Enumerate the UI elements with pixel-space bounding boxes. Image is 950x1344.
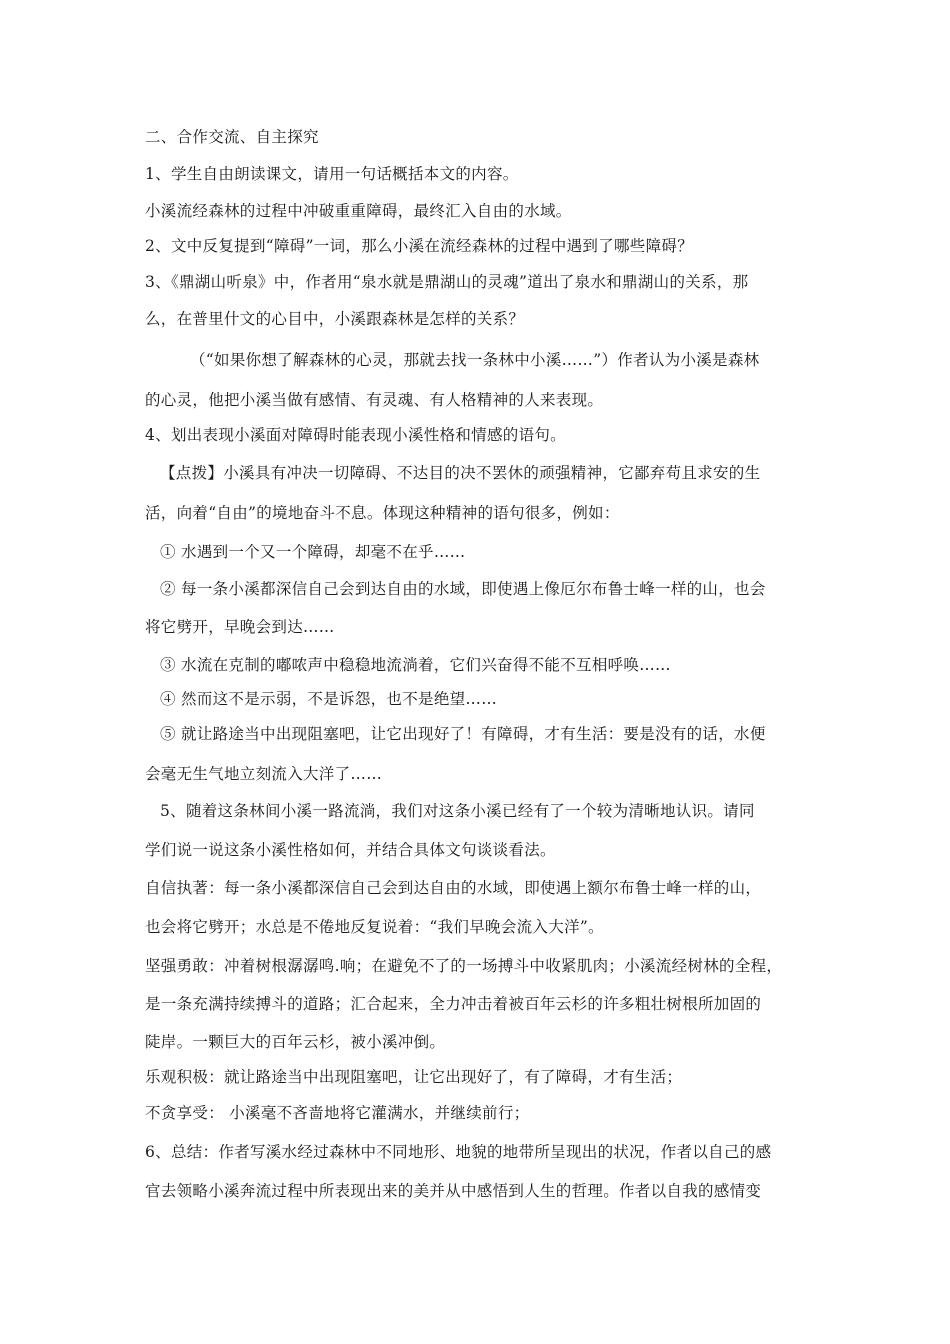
- trait-confident-line-1: 自信执著：每一条小溪都深信自己会到达自由的水域，即使遇上额尔布鲁士峰一样的山，: [145, 879, 762, 897]
- section-heading: 二、合作交流、自主探究: [145, 128, 319, 146]
- trait-brave-line-2: 是一条充满持续搏斗的道路；汇合起来，全力冲击着被百年云杉的许多粗壮树根所加固的: [145, 995, 762, 1013]
- answer-1: 小溪流经森林的过程中冲破重重障碍，最终汇入自由的水域。: [145, 202, 572, 220]
- hint-line-1: 【点拨】小溪具有冲决一切障碍、不达目的决不罢休的顽强精神，它鄙弃苟且求安的生: [160, 464, 761, 482]
- example-4: ④ 然而这不是示弱，不是诉怨，也不是绝望……: [160, 690, 498, 708]
- question-5-line-2: 学们说一说这条小溪性格如何，并结合具体文句谈谈看法。: [145, 841, 556, 859]
- hint-line-2: 活，向着“自由”的境地奋斗不息。体现这种精神的语句很多，例如：: [145, 504, 620, 522]
- example-5-line-2: 会毫无生气地立刻流入大洋了……: [145, 765, 383, 783]
- question-5-line-1: 5、随着这条林间小溪一路流淌，我们对这条小溪已经有了一个较为清晰地认识。请同: [160, 802, 755, 820]
- example-3: ③ 水流在克制的嘟哝声中稳稳地流淌着，它们兴奋得不能不互相呼唤……: [160, 656, 671, 674]
- trait-unselfish: 不贪享受： 小溪毫不吝啬地将它灌满水，并继续前行；: [145, 1104, 530, 1122]
- answer-3-line-2: 的心灵，他把小溪当做有感情、有灵魂、有人格精神的人来表现。: [145, 391, 604, 409]
- example-5-line-1: ⑤ 就让路途当中出现阻塞吧，让它出现好了！有障碍，才有生活：要是没有的话，水便: [160, 725, 766, 743]
- example-2-line-2: 将它劈开，早晚会到达……: [145, 618, 335, 636]
- answer-3-line-1: （“如果你想了解森林的心灵，那就去找一条林中小溪……”）作者认为小溪是森林: [190, 351, 760, 369]
- question-2: 2、文中反复提到“障碍”一词，那么小溪在流经森林的过程中遇到了哪些障碍？: [145, 237, 694, 255]
- trait-brave-line-3: 陡岸。一颗巨大的百年云杉，被小溪冲倒。: [145, 1033, 446, 1051]
- question-3-line-2: 么，在普里什文的心目中，小溪跟森林是怎样的关系？: [145, 310, 525, 328]
- trait-confident-line-2: 也会将它劈开；水总是不倦地反复说着：“我们早晚会流入大洋”。: [145, 918, 604, 936]
- example-2-line-1: ② 每一条小溪都深信自己会到达自由的水域，即使遇上像厄尔布鲁士峰一样的山，也会: [160, 580, 766, 598]
- example-1: ① 水遇到一个又一个障碍，却毫不在乎……: [160, 543, 466, 561]
- trait-brave-line-1: 坚强勇敢：冲着树根潺潺鸣.响；在避免不了的一场搏斗中收紧肌肉；小溪流经树林的全程，: [145, 957, 783, 975]
- summary-line-2: 官去领略小溪奔流过程中所表现出来的美并从中感悟到人生的哲理。作者以自我的感情变: [145, 1182, 762, 1200]
- summary-line-1: 6、总结：作者写溪水经过森林中不同地形、地貌的地带所呈现出的状况，作者以自己的感: [145, 1143, 772, 1161]
- question-4: 4、划出表现小溪面对障碍时能表现小溪性格和情感的语句。: [145, 426, 566, 444]
- question-1: 1、学生自由朗读课文，请用一句话概括本文的内容。: [145, 165, 519, 183]
- trait-optimistic: 乐观积极：就让路途当中出现阻塞吧，让它出现好了，有了障碍，才有生活；: [145, 1068, 683, 1086]
- question-3-line-1: 3、《鼎湖山听泉》中，作者用“泉水就是鼎湖山的灵魂”道出了泉水和鼎湖山的关系，那: [145, 273, 749, 291]
